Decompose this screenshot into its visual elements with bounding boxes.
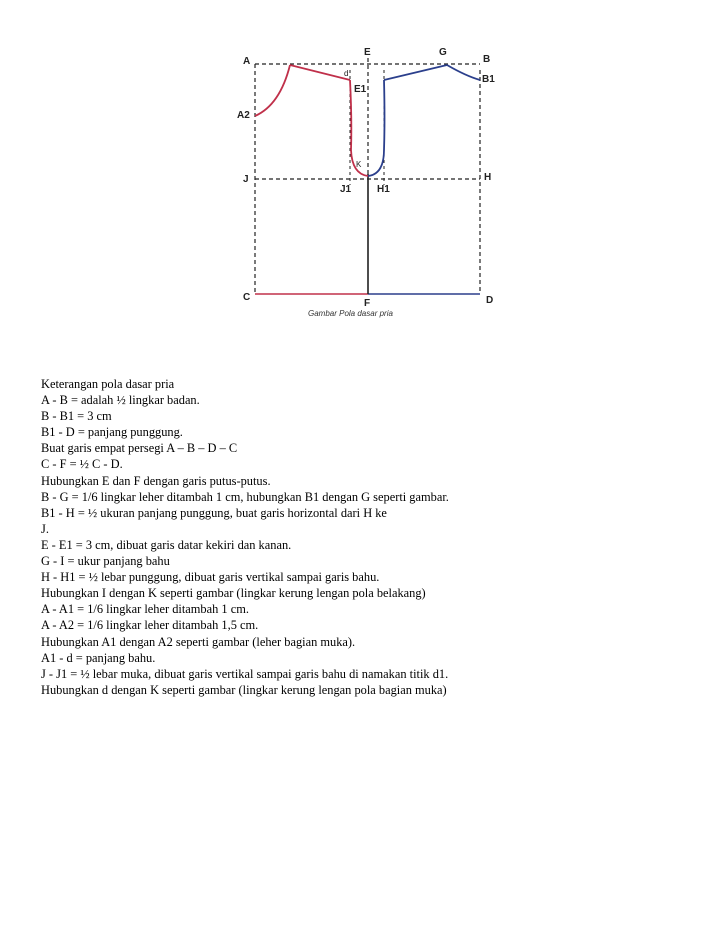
notes-line: H - H1 = ½ lebar punggung, dibuat garis vertikal sampai garis bahu. <box>41 570 380 585</box>
notes-line: C - F = ½ C - D. <box>41 457 123 472</box>
notes-line: A - B = adalah ½ lingkar badan. <box>41 393 200 408</box>
label-e: E <box>364 47 371 58</box>
pattern-svg <box>230 40 520 330</box>
notes-text <box>41 376 701 698</box>
front-shoulder <box>290 65 350 80</box>
figure-caption: Gambar Pola dasar pria <box>308 309 393 318</box>
label-a: A <box>243 56 251 67</box>
label-c: C <box>243 292 251 303</box>
label-h: H <box>484 172 492 183</box>
label-f: F <box>364 298 371 309</box>
label-b1: B1 <box>482 74 495 85</box>
label-a2: A2 <box>237 110 250 121</box>
label-j: J <box>243 174 249 185</box>
notes-line: Hubungkan I dengan K seperti gambar (lingkar kerung lengan pola belakang) <box>41 586 426 601</box>
notes-line: Hubungkan E dan F dengan garis putus-putus. <box>41 473 271 488</box>
notes-line: Buat garis empat persegi A – B – D – C <box>41 441 238 456</box>
notes-line: E - E1 = 3 cm, dibuat garis datar kekiri dan kanan. <box>41 537 292 552</box>
notes-line: Keterangan pola dasar pria <box>41 377 175 391</box>
notes-line: A1 - d = panjang bahu. <box>41 650 156 665</box>
label-g: G <box>439 47 447 58</box>
notes-line: J. <box>41 521 49 536</box>
label-e1: E1 <box>354 84 367 95</box>
back-neckline <box>447 65 480 80</box>
notes-line: Hubungkan A1 dengan A2 seperti gambar (leher bagian muka). <box>41 634 356 649</box>
label-j1: J1 <box>340 184 352 195</box>
notes-line: B - G = 1/6 lingkar leher ditambah 1 cm, hubungkan B1 dengan G seperti gambar. <box>41 489 449 504</box>
notes-line: B1 - H = ½ ukuran panjang punggung, buat garis horizontal dari H ke <box>41 505 387 520</box>
back-shoulder <box>384 65 447 80</box>
notes-line: B - B1 = 3 cm <box>41 409 112 424</box>
notes-line: A - A2 = 1/6 lingkar leher ditambah 1,5 cm. <box>41 618 259 633</box>
label-k: K <box>356 160 362 169</box>
notes-line: G - I = ukur panjang bahu <box>41 554 170 569</box>
label-d-corner: D <box>486 295 494 306</box>
label-b: B <box>483 54 491 65</box>
label-h1: H1 <box>377 184 390 195</box>
notes-line: B1 - D = panjang punggung. <box>41 425 183 440</box>
notes-line: A - A1 = 1/6 lingkar leher ditambah 1 cm. <box>41 602 249 617</box>
front-neckline <box>255 65 290 116</box>
back-armhole <box>368 80 385 176</box>
pattern-diagram <box>230 40 520 330</box>
label-d: d <box>344 69 349 78</box>
notes-line: Hubungkan d dengan K seperti gambar (lingkar kerung lengan pola bagian muka) <box>41 682 447 697</box>
notes-line: J - J1 = ½ lebar muka, dibuat garis vertikal sampai garis bahu di namakan titik d1. <box>41 666 449 681</box>
